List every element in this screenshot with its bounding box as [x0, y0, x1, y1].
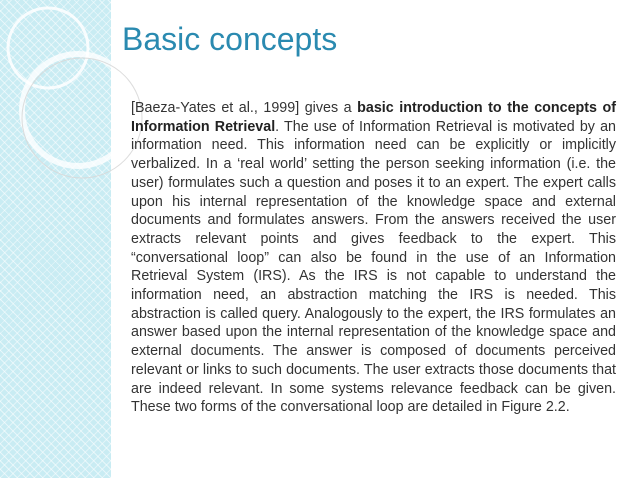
deco-circle-top — [8, 8, 88, 88]
deco-circle-middle — [22, 54, 134, 166]
paragraph-rest: . The use of Information Retrieval is motivated by an information need. This information need can be explicitly or implicitly verbalized. In a ‘real world’ setting the person seeking information (i.e. the user) formulates such a question and poses it to an expert. The expert calls upon his internal representation of the knowledge space and external documents and formulates answers. From the answers received the user extracts relevant points and gives feedback to the expert. This “conversational loop” can also be found in the use of an Information Retrieval System (IRS). As the IRS is not capable to understand the information need, an abstraction matching the IRS is needed. This abstraction is called query. Analogously to the expert, the IRS formulates an answer based upon the internal representation of the knowledge space and external documents. The answer is composed of documents perceived relevant or links to such documents. The user extracts those documents that are indeed relevant. In some systems relevance feedback can be given. These two forms of the conversational loop are detailed in Figure 2.2. — [131, 118, 616, 416]
paragraph-intro: [Baeza-Yates et al., 1999] gives a — [131, 100, 358, 116]
paragraph-emphasis: basic introduction to the concepts of Information Retrieval — [131, 100, 617, 135]
slide-title: Basic concepts — [122, 21, 338, 57]
body-paragraph — [131, 99, 616, 417]
